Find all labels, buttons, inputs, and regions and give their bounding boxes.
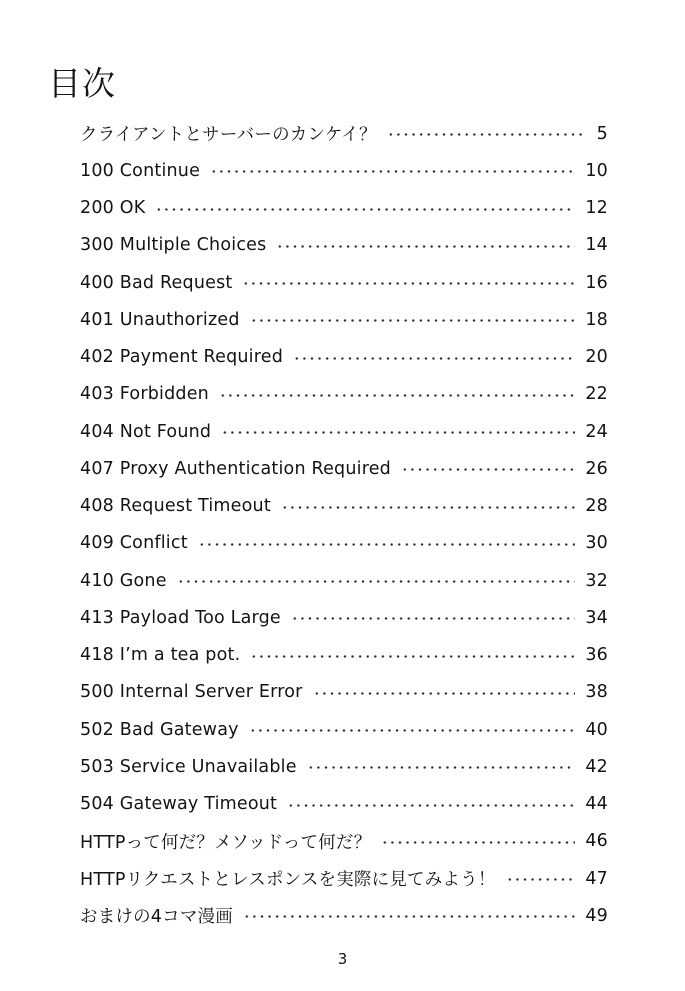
toc-entry-title: 403 Forbidden [80, 384, 209, 405]
toc-entry-title: おまけの4コマ漫画 [80, 907, 233, 928]
toc-entry-title: 502 Bad Gateway [80, 719, 239, 740]
toc-entry[interactable] [80, 227, 608, 264]
toc-entry[interactable] [80, 413, 608, 450]
toc-entry-title: 402 Payment Required [80, 347, 284, 368]
toc-entry[interactable] [80, 637, 608, 674]
dot-leader [387, 133, 584, 136]
toc-entry[interactable] [80, 488, 608, 525]
dot-leader [242, 282, 575, 285]
toc-entry-page: 14 [585, 235, 608, 256]
dot-leader [313, 692, 576, 695]
page-title: 目次 [48, 64, 116, 103]
toc-entry-page: 5 [596, 123, 608, 144]
toc-entry-title: 408 Request Timeout [80, 496, 271, 517]
dot-leader [155, 208, 575, 211]
toc-entry-page: 36 [585, 645, 608, 666]
dot-leader [210, 170, 575, 173]
toc-entry[interactable] [80, 748, 608, 785]
table-of-contents [80, 115, 608, 935]
dot-leader [276, 245, 575, 248]
toc-entry-title: 500 Internal Server Error [80, 682, 303, 703]
toc-entry[interactable] [80, 786, 608, 823]
toc-entry-page: 42 [585, 756, 608, 777]
toc-entry-page: 44 [585, 794, 608, 815]
toc-entry-page: 46 [585, 831, 608, 852]
dot-leader [401, 468, 575, 471]
toc-entry-title: 100 Continue [80, 160, 201, 181]
toc-entry-page: 28 [585, 496, 608, 517]
dot-leader [506, 878, 576, 881]
toc-entry-title: 503 Service Unavailable [80, 756, 297, 777]
toc-entry-title: 413 Payload Too Large [80, 607, 281, 628]
page-number: 3 [337, 950, 348, 968]
dot-leader [287, 804, 575, 807]
toc-entry-page: 47 [585, 868, 608, 889]
toc-entry-title: 410 Gone [80, 570, 167, 591]
dot-leader [243, 915, 575, 918]
dot-leader [250, 319, 576, 322]
toc-entry-page: 34 [585, 607, 608, 628]
toc-entry-page: 20 [585, 347, 608, 368]
toc-entry-page: 32 [585, 570, 608, 591]
toc-entry-title: 401 Unauthorized [80, 309, 240, 330]
dot-leader [250, 655, 575, 658]
toc-entry-page: 16 [585, 272, 608, 293]
dot-leader [293, 357, 575, 360]
toc-entry-title: 404 Not Found [80, 421, 212, 442]
toc-entry-page: 49 [585, 905, 608, 926]
toc-entry[interactable] [80, 897, 608, 934]
toc-entry[interactable] [80, 152, 608, 189]
toc-entry[interactable] [80, 674, 608, 711]
toc-entry-page: 22 [585, 384, 608, 405]
toc-entry[interactable] [80, 450, 608, 487]
toc-entry-page: 12 [585, 198, 608, 219]
toc-entry-title: 400 Bad Request [80, 272, 233, 293]
toc-entry[interactable] [80, 301, 608, 338]
toc-entry[interactable] [80, 711, 608, 748]
toc-entry[interactable] [80, 525, 608, 562]
toc-entry-page: 10 [585, 160, 608, 181]
toc-entry-title: 300 Multiple Choices [80, 235, 267, 256]
toc-entry-title: クライアントとサーバーのカンケイ？ [80, 125, 377, 146]
dot-leader [307, 766, 576, 769]
toc-entry-title: 504 Gateway Timeout [80, 794, 278, 815]
dot-leader [219, 394, 575, 397]
toc-entry-title: 407 Proxy Authentication Required [80, 458, 391, 479]
toc-entry[interactable] [80, 376, 608, 413]
dot-leader [177, 580, 576, 583]
toc-entry[interactable] [80, 115, 608, 152]
toc-entry-page: 40 [585, 719, 608, 740]
dot-leader [281, 506, 575, 509]
dot-leader [221, 431, 575, 434]
toc-entry-page: 18 [585, 309, 608, 330]
toc-entry[interactable] [80, 339, 608, 376]
dot-leader [291, 617, 575, 620]
toc-entry[interactable] [80, 264, 608, 301]
toc-entry-page: 24 [585, 421, 608, 442]
toc-entry-title: 200 OK [80, 198, 146, 219]
toc-entry[interactable] [80, 860, 608, 897]
toc-entry-title: HTTPリクエストとレスポンスを実際に見てみよう！ [80, 870, 496, 891]
toc-entry-page: 30 [585, 533, 608, 554]
toc-entry-page: 38 [585, 682, 608, 703]
toc-entry[interactable] [80, 562, 608, 599]
toc-entry[interactable] [80, 823, 608, 860]
toc-entry[interactable] [80, 190, 608, 227]
toc-entry-title: HTTPって何だ？メソッドって何だ？ [80, 832, 372, 853]
toc-entry-title: 418 I’m a tea pot. [80, 645, 241, 666]
toc-entry-title: 409 Conflict [80, 533, 188, 554]
toc-entry[interactable] [80, 599, 608, 636]
dot-leader [249, 729, 576, 732]
dot-leader [198, 543, 576, 546]
dot-leader [381, 841, 575, 844]
toc-entry-page: 26 [585, 458, 608, 479]
